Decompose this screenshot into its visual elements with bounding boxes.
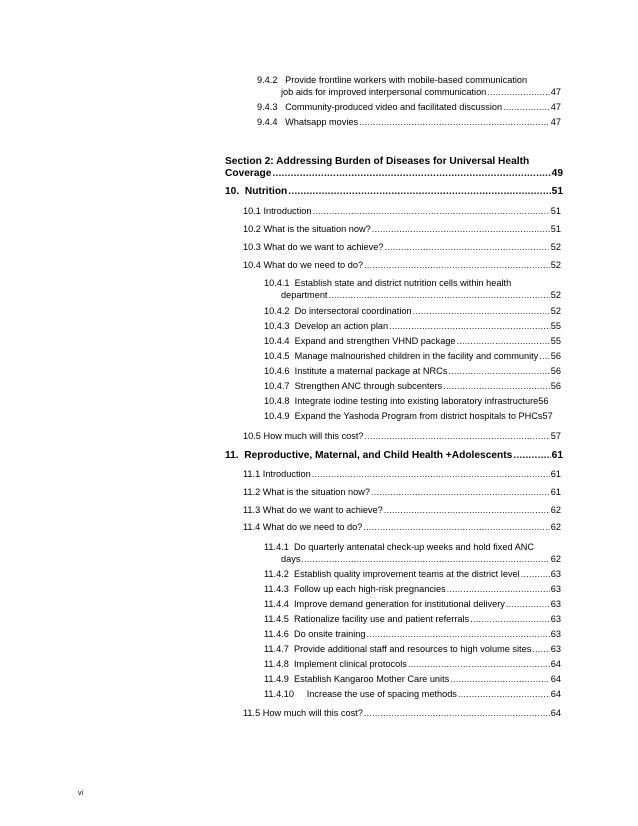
toc-entry-9-4-4[interactable] [257, 117, 561, 128]
toc-page-number: 64 [550, 689, 561, 699]
toc-title: Coverage [225, 168, 272, 179]
leader-dots [532, 644, 549, 655]
toc-num: 11.4 [243, 522, 261, 532]
toc-page-number: 56 [550, 351, 561, 361]
toc-title: Improve demand generation for institutional delivery [293, 599, 505, 609]
toc-num: 10.4.7 [264, 381, 290, 391]
leader-dots [365, 431, 550, 442]
leader-dots [470, 614, 550, 625]
leader-dots [487, 87, 549, 98]
toc-title: What is the situation now? [263, 224, 371, 234]
leader-dots [448, 366, 549, 377]
toc-entry-11-4-5[interactable] [264, 614, 561, 625]
toc-page-number: 56 [538, 396, 549, 406]
toc-entry-chapter-10[interactable] [225, 186, 563, 198]
toc-title-cont: job aids for improved interpersonal communication [281, 87, 487, 97]
toc-page-number: 61 [550, 487, 561, 497]
toc-title: Establish Kangaroo Mother Care units [293, 674, 450, 684]
toc-page-number: 64 [550, 708, 561, 718]
leader-dots [312, 469, 550, 480]
toc-num: 10.4.6 [264, 366, 290, 376]
toc-entry-11-4-6[interactable] [264, 629, 561, 640]
toc-num: 11.3 [243, 505, 261, 515]
toc-title: Reproductive, Maternal, and Child Health +Adolescents [244, 450, 513, 461]
toc-page-number: 52 [550, 260, 561, 270]
toc-title: Follow up each high-risk pregnancies [293, 584, 446, 594]
toc-entry-10-3[interactable] [243, 242, 561, 253]
leader-dots [450, 674, 550, 685]
toc-page-number: 51 [550, 224, 561, 234]
toc-page-number: 63 [550, 629, 561, 639]
toc-num: 11.4.5 [264, 614, 289, 624]
toc-title-cont: days [281, 554, 301, 564]
toc-title: Expand and strengthen VHND package [294, 336, 456, 346]
toc-title: Introduction [263, 206, 312, 216]
toc-entry-11-4-2[interactable] [264, 569, 561, 580]
toc-page-number: 63 [550, 644, 561, 654]
toc-page-number: 63 [550, 584, 561, 594]
toc-page-number: 61 [551, 450, 563, 461]
toc-entry-chapter-11[interactable] [225, 450, 563, 462]
toc-num: 11.4.10 [264, 689, 294, 699]
page-number-footer: vi [78, 790, 84, 797]
toc-title: Do onsite training [293, 629, 366, 639]
leader-dots [366, 629, 549, 640]
toc-title: Whatsapp movies [285, 117, 359, 127]
toc-entry-10-4-2[interactable] [264, 306, 561, 317]
toc-entry-11-4-7[interactable] [264, 644, 561, 655]
toc-page-number: 47 [550, 102, 561, 112]
toc-entry-11-4-10[interactable] [264, 689, 561, 700]
toc-num: 11.4.8 [264, 659, 289, 669]
leader-dots [513, 450, 550, 462]
toc-page-number: 55 [550, 336, 561, 346]
toc-entry-9-4-2[interactable] [281, 87, 561, 98]
toc-num: 11.5 [243, 708, 261, 718]
toc-entry-11-3[interactable] [243, 505, 561, 516]
toc-num: 11. [225, 450, 239, 461]
toc-page-number: 64 [550, 674, 561, 684]
leader-dots [384, 242, 549, 253]
leader-dots [506, 599, 550, 610]
toc-title: Provide frontline workers with mobile-based communication [285, 75, 528, 85]
toc-page-number: 62 [550, 522, 561, 532]
toc-num: 9.4.3 [257, 102, 278, 112]
toc-title: What do we need to do? [262, 522, 363, 532]
toc-page-number: 52 [550, 306, 561, 316]
toc-title: Do intersectoral coordination [294, 306, 412, 316]
toc-num: 9.4.4 [257, 117, 278, 127]
toc-page-number: 52 [550, 290, 561, 300]
toc-num: 10.4.5 [264, 351, 290, 361]
toc-entry-10-4-1[interactable] [281, 290, 561, 301]
toc-title: What do we want to achieve? [262, 505, 383, 515]
leader-dots [457, 336, 550, 347]
leader-dots [301, 554, 549, 565]
toc-num: 11.4.3 [264, 584, 289, 594]
toc-num: 11.1 [243, 469, 261, 479]
toc-entry-10-4-6[interactable] [264, 366, 561, 377]
toc-title-cont: department [281, 290, 328, 300]
toc-entry-10-4[interactable] [243, 260, 561, 271]
toc-title: Nutrition [244, 186, 288, 197]
toc-num: 11.4.6 [264, 629, 289, 639]
leader-dots [372, 224, 550, 235]
toc-num: 10.4.9 [264, 411, 290, 421]
toc-line-first [264, 278, 511, 289]
toc-page-number: 57 [542, 411, 553, 421]
toc-title: Expand the Yashoda Program from district hospitals to PHCs [294, 411, 543, 421]
toc-title: How much will this cost? [263, 431, 364, 441]
toc-title: What do we want to achieve? [263, 242, 384, 252]
toc-entry-10-4-4[interactable] [264, 336, 561, 347]
toc-title: Increase the use of spacing methods [306, 689, 457, 699]
toc-num: 10.2 [243, 224, 261, 234]
toc-title: Rationalize facility use and patient referrals [293, 614, 470, 624]
leader-dots [447, 584, 550, 595]
toc-num: 11.4.1 [264, 542, 289, 552]
leader-dots [364, 260, 550, 271]
toc-num: 10.3 [243, 242, 261, 252]
toc-page-number: 63 [550, 569, 561, 579]
toc-page-number: 57 [550, 431, 561, 441]
toc-title: Develop an action plan [294, 321, 389, 331]
toc-num: 10.1 [243, 206, 261, 216]
toc-num: 9.4.2 [257, 75, 278, 85]
leader-dots [288, 186, 550, 198]
toc-entry-11-2[interactable] [243, 487, 561, 498]
leader-dots [408, 659, 550, 670]
toc-title: Implement clinical protocols [293, 659, 407, 669]
toc-num: 10.4.4 [264, 336, 290, 346]
toc-title: What do we need to do? [263, 260, 364, 270]
toc-page-number: 52 [550, 242, 561, 252]
toc-entry-11-4-3[interactable] [264, 584, 561, 595]
toc-entry-11-4-9[interactable] [264, 674, 561, 685]
leader-dots [539, 351, 550, 362]
leader-dots [413, 306, 550, 317]
toc-title: Strengthen ANC through subcenters [294, 381, 443, 391]
toc-title: Institute a maternal package at NRCs [294, 366, 448, 376]
toc-num: 11.2 [243, 487, 261, 497]
toc-page-number: 62 [550, 505, 561, 515]
toc-page-number: 51 [550, 206, 561, 216]
toc-entry-9-4-3[interactable] [257, 102, 561, 113]
toc-line-first [257, 75, 527, 86]
toc-num: 10.4.3 [264, 321, 290, 331]
toc-entry-10-5[interactable] [243, 431, 561, 442]
leader-dots [389, 321, 550, 332]
toc-num: 11.4.9 [264, 674, 289, 684]
toc-title: Provide additional staff and resources to high volume sites [293, 644, 532, 654]
leader-dots [272, 168, 550, 180]
toc-title: What is the situation now? [262, 487, 371, 497]
leader-dots [312, 206, 549, 217]
toc-num: 11.4.2 [264, 569, 289, 579]
toc-num: 10.4.1 [264, 278, 290, 288]
toc-title: Integrate iodine testing into existing laboratory infrastructure [294, 396, 539, 406]
toc-num: 10.4.8 [264, 396, 290, 406]
toc-title: Manage malnourished children in the facility and community [294, 351, 539, 361]
toc-entry-11-4-8[interactable] [264, 659, 561, 670]
toc-page-number: 56 [550, 366, 561, 376]
toc-page-number: 62 [550, 554, 561, 564]
toc-entry-11-4[interactable] [243, 522, 561, 533]
toc-page-number: 61 [550, 469, 561, 479]
leader-dots [359, 117, 550, 128]
toc-page-number: 51 [551, 186, 563, 197]
leader-dots [521, 569, 550, 580]
toc-num: 10.5 [243, 431, 261, 441]
leader-dots [443, 381, 550, 392]
toc-entry-10-4-7[interactable] [264, 381, 561, 392]
toc-title: How much will this cost? [262, 708, 363, 718]
toc-title: Community-produced video and facilitated discussion [285, 102, 503, 112]
toc-page-number: 47 [550, 117, 561, 127]
toc-entry-10-1[interactable] [243, 206, 561, 217]
toc-num: 10.4 [243, 260, 261, 270]
leader-dots [503, 102, 550, 113]
toc-entry-11-4-4[interactable] [264, 599, 561, 610]
toc-page-number: 55 [550, 321, 561, 331]
toc-entry-10-4-8[interactable] [264, 396, 561, 407]
leader-dots [328, 290, 549, 301]
toc-entry-11-5[interactable] [243, 708, 561, 719]
toc-page-number: 63 [550, 614, 561, 624]
leader-dots [458, 689, 550, 700]
toc-line-first [264, 542, 534, 553]
toc-entry-10-4-5[interactable] [264, 351, 561, 362]
toc-page-number: 47 [550, 87, 561, 97]
toc-page-number: 49 [551, 168, 563, 179]
toc-entry-10-4-9[interactable] [264, 411, 561, 422]
leader-dots [363, 522, 549, 533]
toc-num: 10.4.2 [264, 306, 290, 316]
toc-entry-11-1[interactable] [243, 469, 561, 480]
leader-dots [364, 708, 550, 719]
section-2-heading-line1: Section 2: Addressing Burden of Diseases for Universal Health [225, 156, 530, 167]
toc-title: Do quarterly antenatal check-up weeks and hold fixed ANC [293, 542, 535, 552]
toc-num: 11.4.4 [264, 599, 289, 609]
leader-dots [371, 487, 550, 498]
toc-entry-11-4-1[interactable] [281, 554, 561, 565]
toc-page-number: 56 [550, 381, 561, 391]
toc-title: Establish quality improvement teams at the district level [293, 569, 520, 579]
toc-entry-10-4-3[interactable] [264, 321, 561, 332]
toc-page-number: 63 [550, 599, 561, 609]
toc-num: 11.4.7 [264, 644, 289, 654]
toc-page-number: 64 [550, 659, 561, 669]
leader-dots [384, 505, 550, 516]
toc-num: 10. [225, 186, 240, 197]
toc-title: Establish state and district nutrition cells within health [294, 278, 512, 288]
toc-entry-section-2[interactable] [225, 168, 563, 180]
toc-title: Introduction [262, 469, 311, 479]
toc-entry-10-2[interactable] [243, 224, 561, 235]
